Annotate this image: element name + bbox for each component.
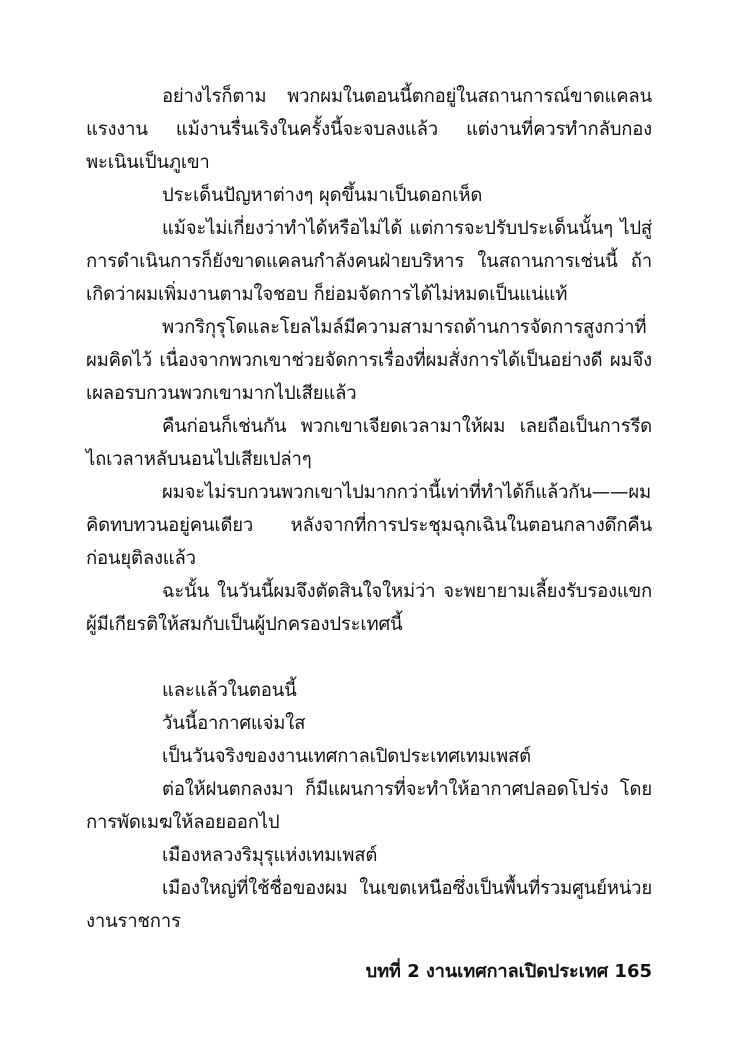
- paragraph-labor-shortage: อย่างไรก็ตาม พวกผมในตอนนี้ตกอยู่ในสถานการณ์ขาดแคลนแรงงาน แม้งานรื่นเริงในครั้งนี้จะจบลงแล้ว แต่งานที่ควรทำกลับกองพะเนินเป็นภูเขา: [86, 86, 652, 173]
- page-footer: [366, 958, 652, 986]
- paragraph-rigurd-yolmile: พวกริกุรุโดและโยลไมล์มีความสามารถด้านการจัดการสูงกว่าที่ผมคิดไว้ เนื่องจากพวกเขาช่วยจัดการเรื่องที่ผมสั่งการได้เป็นอย่างดี ผมจึงเผลอรบกวนพวกเขามากไปเสียแล้ว: [86, 317, 652, 404]
- paragraph-big-city: เมืองใหญ่ที่ใช้ชื่อของผม ในเขตเหนือซึ่งเป็นพื้นที่รวมศูนย์หน่วยงานราชการ: [86, 878, 652, 932]
- paragraph-capital: เมืองหลวงริมุรุแห่งเทมเพสต์: [162, 845, 378, 866]
- body-text: [86, 80, 652, 938]
- page-number: 165: [614, 961, 652, 982]
- chapter-title: บทที่ 2 งานเทศกาลเปิดประเทศ: [365, 961, 609, 982]
- paragraph-and-now: และแล้วในตอนนี้: [162, 680, 297, 701]
- paragraph-reflection: ผมจะไม่รบกวนพวกเขาไปมากกว่านี้เท่าที่ทำได้ก็แล้วกัน——ผมคิดทบทวนอยู่คนเดียว หลังจากที่การประชุมฉุกเฉินในตอนกลางดึกคืนก่อนยุติลงแล้ว: [86, 482, 652, 569]
- paragraph-rain-plan: ต่อให้ฝนตกลงมา ก็มีแผนการที่จะทำให้อากาศปลอดโปร่ง โดยการพัดเมฆให้ลอยออกไป: [86, 779, 652, 833]
- paragraph-last-night: คืนก่อนก็เช่นกัน พวกเขาเจียดเวลามาให้ผม เลยถือเป็นการรีดไถเวลาหลับนอนไปเสียเปล่าๆ: [86, 416, 652, 470]
- paragraph-management: แม้จะไม่เกี่ยงว่าทำได้หรือไม่ได้ แต่การจะปรับประเด็นนั้นๆ ไปสู่การดำเนินการก็ยังขาดแคลนกำลังคนฝ่ายบริหาร ในสถานการเช่นนี้ ถ้าเกิดว่าผมเพิ่มงานตามใจชอบ ก็ย่อมจัดการได้ไม่หมดเป็นแน่แท้: [86, 218, 652, 305]
- section-break: [86, 641, 652, 674]
- paragraph-weather: วันนี้อากาศแจ่มใส: [162, 713, 306, 734]
- paragraph-decision: ฉะนั้น ในวันนี้ผมจึงตัดสินใจใหม่ว่า จะพยายามเลี้ยงรับรองแขกผู้มีเกียรติให้สมกับเป็นผู้ปกครองประเทศนี้: [86, 581, 652, 635]
- paragraph-festival-day: เป็นวันจริงของงานเทศกาลเปิดประเทศเทมเพสต์: [162, 746, 531, 767]
- paragraph-problems: ประเด็นปัญหาต่างๆ ผุดขึ้นมาเป็นดอกเห็ด: [162, 185, 483, 206]
